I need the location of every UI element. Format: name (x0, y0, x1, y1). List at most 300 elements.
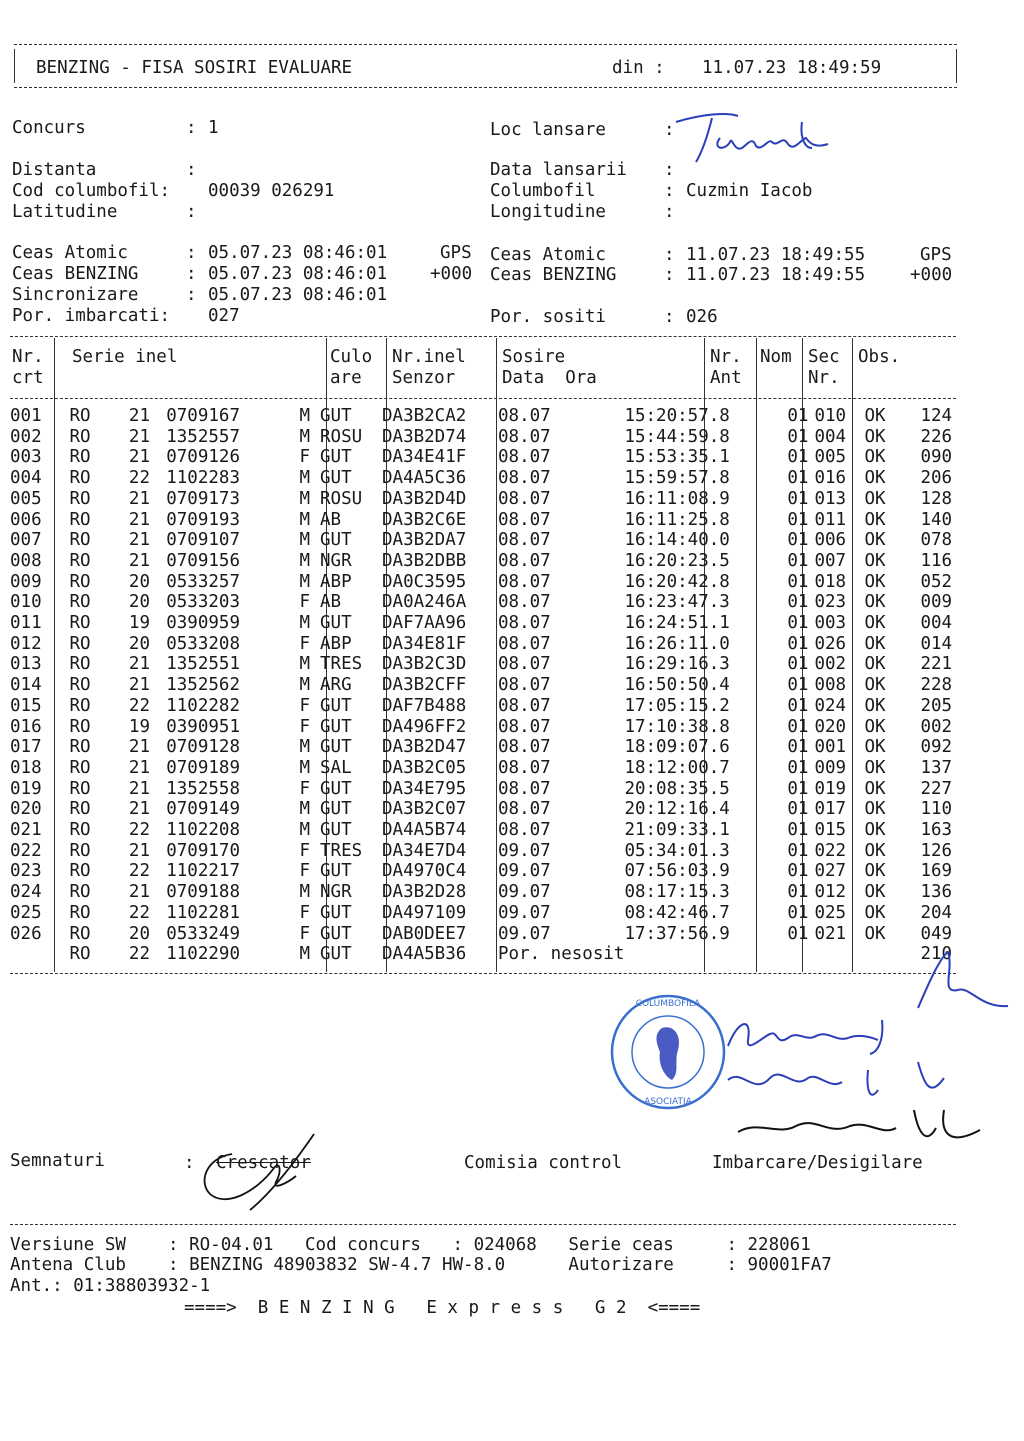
cell-ob: 110 (920, 799, 953, 820)
cell-ob: 206 (920, 468, 953, 489)
cell-n: 1352557 (166, 426, 240, 447)
cell-y: 21 (128, 426, 150, 447)
cell-o: 16:11:25.8 (624, 509, 730, 530)
cell-o: 20:12:16.4 (624, 799, 730, 820)
col-tag-header-2: Senzor (392, 368, 456, 388)
cell-o: 15:53:35.1 (624, 447, 730, 468)
col-nom-header: Nom (760, 347, 792, 367)
table-row (10, 427, 980, 448)
cell-sc: OK (864, 695, 886, 716)
cell-s: M (299, 530, 310, 551)
cell-ob: 014 (920, 633, 953, 654)
cell-o: 15:59:57.8 (624, 468, 730, 489)
cell-d: 08.07 (498, 757, 551, 778)
table-row (10, 841, 980, 862)
cell-n: 0533249 (166, 923, 240, 944)
info-data-lansarii-label: Data lansarii (490, 160, 627, 180)
table-row (10, 924, 980, 945)
table-top-rule (10, 336, 956, 337)
cell-s: F (299, 716, 310, 737)
cell-cu: SAL (320, 757, 352, 778)
cell-d: 08.07 (498, 737, 551, 758)
cell-nr: 012 (10, 633, 42, 654)
cell-a: 01 (787, 778, 809, 799)
cell-nm: 002 (814, 654, 847, 675)
cell-d: 08.07 (498, 550, 551, 571)
cell-ob: 136 (920, 882, 953, 903)
clock-left-1-suffix: +000 (430, 264, 473, 284)
table-row (10, 820, 980, 841)
cell-s: M (299, 944, 310, 965)
cell-ob: 169 (920, 861, 953, 882)
cell-d: Por. nesosit (498, 944, 625, 965)
cell-y: 21 (128, 675, 150, 696)
table-row (10, 468, 980, 489)
cell-s: M (299, 675, 310, 696)
cell-d: 08.07 (498, 509, 551, 530)
clock-left-2-value: 05.07.23 08:46:01 (208, 285, 388, 305)
cell-cu: ABP (320, 571, 352, 592)
cell-d: 09.07 (498, 840, 551, 861)
clock-left-3-value: 027 (208, 306, 240, 326)
clock-left-2-label: Sincronizare (12, 285, 139, 305)
cell-c: RO (69, 509, 91, 530)
cell-cu: GUT (320, 861, 352, 882)
cell-nr: 011 (10, 613, 42, 634)
cell-t: DA4A5B36 (382, 944, 467, 965)
cell-nm: 012 (814, 882, 847, 903)
semnaturi-sep: : (184, 1153, 195, 1173)
cell-sc: OK (864, 902, 886, 923)
cell-d: 09.07 (498, 902, 551, 923)
cell-nr: 010 (10, 592, 42, 613)
cell-s: M (299, 757, 310, 778)
cell-nm: 004 (814, 426, 847, 447)
cell-n: 0533203 (166, 592, 240, 613)
cell-nm: 020 (814, 716, 847, 737)
cell-t: DA3B2D74 (382, 426, 467, 447)
cell-t: DA4A5C36 (382, 468, 467, 489)
cell-c: RO (69, 882, 91, 903)
cell-nr: 013 (10, 654, 42, 675)
cell-nr: 022 (10, 840, 42, 861)
cell-ob: 052 (920, 571, 953, 592)
cell-nr: 016 (10, 716, 42, 737)
info-latitudine-label: Latitudine (12, 202, 118, 222)
col-serie-header: Serie inel (72, 347, 178, 367)
col-ant-header-1: Nr. (710, 347, 742, 367)
table-header-rule (10, 398, 956, 399)
cell-cu: GUT (320, 530, 352, 551)
semnaturi-label: Semnaturi (10, 1151, 105, 1171)
clock-right-3-sep: : (664, 307, 675, 327)
cell-a: 01 (787, 426, 809, 447)
cell-d: 08.07 (498, 571, 551, 592)
cell-c: RO (69, 530, 91, 551)
cell-cu: ROSU (320, 426, 363, 447)
cell-s: M (299, 571, 310, 592)
cell-c: RO (69, 468, 91, 489)
svg-text:ASOCIATIA: ASOCIATIA (644, 1097, 692, 1107)
cell-sc: OK (864, 613, 886, 634)
clock-right-0-sep: : (664, 245, 675, 265)
clock-left-0-value: 05.07.23 08:46:01 (208, 243, 388, 263)
table-row (10, 654, 980, 675)
cell-n: 0709173 (166, 488, 240, 509)
cell-y: 21 (128, 550, 150, 571)
cell-o: 16:11:08.9 (624, 488, 730, 509)
cell-t: DA3B2C07 (382, 799, 467, 820)
cell-o: 16:29:16.3 (624, 654, 730, 675)
cell-n: 1352558 (166, 778, 240, 799)
cell-ob: 210 (920, 944, 953, 965)
info-columbofil-sep: : (664, 181, 675, 201)
col-obs-header: Obs. (858, 347, 901, 367)
cell-nr: 009 (10, 571, 42, 592)
cell-a: 01 (787, 820, 809, 841)
cell-s: F (299, 447, 310, 468)
cell-d: 09.07 (498, 882, 551, 903)
cell-sc: OK (864, 882, 886, 903)
cell-n: 0533208 (166, 633, 240, 654)
cell-sc: OK (864, 716, 886, 737)
cell-s: F (299, 902, 310, 923)
table-row (10, 779, 980, 800)
cell-c: RO (69, 613, 91, 634)
cell-d: 09.07 (498, 923, 551, 944)
cell-s: F (299, 778, 310, 799)
col-nr-header-2: crt (12, 368, 44, 388)
cell-c: RO (69, 799, 91, 820)
cell-d: 08.07 (498, 778, 551, 799)
table-row (10, 592, 980, 613)
col-tag-header-1: Nr.inel (392, 347, 466, 367)
footer-rule (10, 1224, 956, 1225)
cell-y: 21 (128, 654, 150, 675)
cell-o: 16:26:11.0 (624, 633, 730, 654)
table-row (10, 882, 980, 903)
cell-s: M (299, 488, 310, 509)
cell-nr: 020 (10, 799, 42, 820)
cell-sc: OK (864, 447, 886, 468)
cell-y: 20 (128, 571, 150, 592)
cell-d: 08.07 (498, 716, 551, 737)
clock-right-0-value: 11.07.23 18:49:55 (686, 245, 866, 265)
cell-nr: 001 (10, 406, 42, 426)
cell-nm: 016 (814, 468, 847, 489)
info-data-lansarii-sep: : (664, 160, 675, 180)
cell-c: RO (69, 675, 91, 696)
info-cod-label: Cod columbofil: (12, 181, 171, 201)
cell-o: 16:20:23.5 (624, 550, 730, 571)
table-row (10, 717, 980, 738)
cell-sc: OK (864, 675, 886, 696)
cell-nm: 011 (814, 509, 847, 530)
info-concurs-label: Concurs (12, 118, 86, 138)
cell-y: 20 (128, 923, 150, 944)
print-timestamp: 11.07.23 18:49:59 (702, 58, 882, 78)
cell-n: 0709149 (166, 799, 240, 820)
info-concurs-sep: : (186, 118, 197, 138)
cell-d: 08.07 (498, 406, 551, 426)
cell-nm: 026 (814, 633, 847, 654)
cell-nm: 025 (814, 902, 847, 923)
cell-cu: GUT (320, 695, 352, 716)
cell-y: 20 (128, 592, 150, 613)
cell-ob: 002 (920, 716, 953, 737)
table-row (10, 799, 980, 820)
cell-t: DA0C3595 (382, 571, 467, 592)
svg-text:COLUMBOFILA: COLUMBOFILA (635, 999, 701, 1009)
cell-n: 0709167 (166, 406, 240, 426)
cell-cu: NGR (320, 882, 352, 903)
cell-nm: 024 (814, 695, 847, 716)
cell-o: 18:09:07.6 (624, 737, 730, 758)
cell-sc: OK (864, 592, 886, 613)
cell-n: 0709193 (166, 509, 240, 530)
cell-o: 17:10:38.8 (624, 716, 730, 737)
cell-t: DA34E81F (382, 633, 467, 654)
cell-t: DA0A246A (382, 592, 467, 613)
cell-s: F (299, 592, 310, 613)
cell-y: 21 (128, 882, 150, 903)
comisia-control-label: Comisia control (464, 1153, 623, 1173)
cell-nr: 017 (10, 737, 42, 758)
cell-o: 18:12:00.7 (624, 757, 730, 778)
table-row (10, 758, 980, 779)
cell-n: 0709107 (166, 530, 240, 551)
cell-a: 01 (787, 447, 809, 468)
commission-signatures (718, 950, 1018, 1160)
cell-t: DA497109 (382, 902, 467, 923)
cell-d: 08.07 (498, 488, 551, 509)
table-row (10, 696, 980, 717)
cell-c: RO (69, 757, 91, 778)
cell-a: 01 (787, 799, 809, 820)
cell-c: RO (69, 840, 91, 861)
cell-a: 01 (787, 923, 809, 944)
cell-nm: 015 (814, 820, 847, 841)
cell-c: RO (69, 902, 91, 923)
cell-o: 16:50:50.4 (624, 675, 730, 696)
col-culo-header-2: are (330, 368, 362, 388)
cell-c: RO (69, 447, 91, 468)
cell-ob: 049 (920, 923, 953, 944)
cell-c: RO (69, 820, 91, 841)
cell-t: DA496FF2 (382, 716, 467, 737)
cell-a: 01 (787, 571, 809, 592)
cell-cu: GUT (320, 447, 352, 468)
cell-nr: 014 (10, 675, 42, 696)
cell-c: RO (69, 778, 91, 799)
cell-d: 09.07 (498, 861, 551, 882)
cell-cu: GUT (320, 613, 352, 634)
cell-a: 01 (787, 902, 809, 923)
cell-n: 1102281 (166, 902, 240, 923)
clock-left-0-sep: : (186, 243, 197, 263)
cell-n: 1102283 (166, 468, 240, 489)
clock-left-0-label: Ceas Atomic (12, 243, 128, 263)
clock-right-1-suffix: +000 (910, 265, 953, 285)
clock-right-1-value: 11.07.23 18:49:55 (686, 265, 866, 285)
cell-a: 01 (787, 406, 809, 426)
cell-ob: 226 (920, 426, 953, 447)
clock-left-3-label: Por. imbarcati: (12, 306, 171, 326)
cell-d: 08.07 (498, 447, 551, 468)
cell-ob: 116 (920, 550, 953, 571)
clock-left-1-label: Ceas BENZING (12, 264, 139, 284)
cell-y: 22 (128, 695, 150, 716)
cell-cu: GUT (320, 737, 352, 758)
cell-nr: 002 (10, 426, 42, 447)
cell-t: DA4A5B74 (382, 820, 467, 841)
cell-nm: 023 (814, 592, 847, 613)
cell-y: 21 (128, 488, 150, 509)
cell-n: 0533257 (166, 571, 240, 592)
cell-t: DA3B2D47 (382, 737, 467, 758)
cell-n: 0709128 (166, 737, 240, 758)
cell-n: 1352562 (166, 675, 240, 696)
footer-line-1: Versiune SW : RO-04.01 Cod concurs : 024068 Serie ceas : 228061 (10, 1235, 811, 1255)
clock-left-2-sep: : (186, 285, 197, 305)
cell-d: 08.07 (498, 592, 551, 613)
col-culo-header-1: Culo (330, 347, 373, 367)
cell-c: RO (69, 406, 91, 426)
cell-y: 21 (128, 778, 150, 799)
cell-cu: GUT (320, 468, 352, 489)
cell-nr: 005 (10, 488, 42, 509)
cell-s: M (299, 468, 310, 489)
cell-a: 01 (787, 550, 809, 571)
cell-ob: 092 (920, 737, 953, 758)
info-latitudine-sep: : (186, 202, 197, 222)
cell-sc: OK (864, 737, 886, 758)
arrivals-table (10, 406, 980, 965)
cell-n: 0709188 (166, 882, 240, 903)
cell-nr: 003 (10, 447, 42, 468)
cell-nr: 026 (10, 923, 42, 944)
cell-sc: OK (864, 571, 886, 592)
cell-t: DA3B2D28 (382, 882, 467, 903)
cell-y: 22 (128, 468, 150, 489)
table-row (10, 447, 980, 468)
cell-a: 01 (787, 840, 809, 861)
cell-sc: OK (864, 757, 886, 778)
cell-y: 21 (128, 737, 150, 758)
cell-c: RO (69, 944, 91, 965)
cell-cu: TRES (320, 654, 363, 675)
cell-nr: 021 (10, 820, 42, 841)
info-longitudine-label: Longitudine (490, 202, 606, 222)
cell-sc: OK (864, 778, 886, 799)
cell-nm: 009 (814, 757, 847, 778)
cell-y: 19 (128, 613, 150, 634)
cell-s: M (299, 820, 310, 841)
info-columbofil-value: Cuzmin Iacob (686, 181, 813, 201)
cell-a: 01 (787, 509, 809, 530)
cell-nm: 027 (814, 861, 847, 882)
table-row (10, 903, 980, 924)
cell-nm: 003 (814, 613, 847, 634)
footer-banner: ====> B E N Z I N G E x p r e s s G 2 <==== (184, 1298, 701, 1318)
cell-n: 1102217 (166, 861, 240, 882)
cell-c: RO (69, 426, 91, 447)
cell-y: 22 (128, 820, 150, 841)
cell-y: 22 (128, 944, 150, 965)
cell-t: DA3B2D4D (382, 488, 467, 509)
cell-c: RO (69, 550, 91, 571)
cell-nr (10, 944, 50, 965)
cell-c: RO (69, 592, 91, 613)
cell-a: 01 (787, 861, 809, 882)
cell-n: 0390959 (166, 613, 240, 634)
cell-y: 20 (128, 633, 150, 654)
cell-nr: 004 (10, 468, 42, 489)
cell-ob: 004 (920, 613, 953, 634)
col-sosire-header-2: Data Ora (502, 368, 597, 388)
info-cod-value: 00039 026291 (208, 181, 335, 201)
cell-cu: GUT (320, 923, 352, 944)
cell-o: 15:20:57.8 (624, 406, 730, 426)
cell-cu: GUT (320, 406, 352, 426)
cell-s: M (299, 509, 310, 530)
cell-nm: 019 (814, 778, 847, 799)
cell-sc: OK (864, 654, 886, 675)
cell-t: DA4970C4 (382, 861, 467, 882)
info-concurs-value: 1 (208, 118, 219, 138)
cell-s: M (299, 406, 310, 426)
info-loc-label: Loc lansare (490, 120, 606, 140)
cell-t: DA3B2C6E (382, 509, 467, 530)
cell-n: 1102208 (166, 820, 240, 841)
cell-y: 22 (128, 902, 150, 923)
clock-left-1-sep: : (186, 264, 197, 284)
cell-o: 16:20:42.8 (624, 571, 730, 592)
footer-line-2: Antena Club : BENZING 48903832 SW-4.7 HW-8.0 Autorizare : 90001FA7 (10, 1255, 832, 1275)
cell-nm: 013 (814, 488, 847, 509)
cell-nm: 018 (814, 571, 847, 592)
table-row (10, 406, 980, 427)
cell-nr: 006 (10, 509, 42, 530)
cell-s: M (299, 550, 310, 571)
cell-o: 16:23:47.3 (624, 592, 730, 613)
cell-a: 01 (787, 737, 809, 758)
col-sec-header-2: Nr. (808, 368, 840, 388)
table-row (10, 510, 980, 531)
cell-ob: 124 (920, 406, 953, 426)
cell-nr: 015 (10, 695, 42, 716)
clock-left-0-suffix: GPS (440, 243, 472, 263)
cell-nm: 010 (814, 406, 847, 426)
cell-ob: 140 (920, 509, 953, 530)
cell-a: 01 (787, 633, 809, 654)
cell-s: M (299, 613, 310, 634)
cell-a: 01 (787, 757, 809, 778)
col-ant-header-2: Ant (710, 368, 742, 388)
cell-cu: GUT (320, 716, 352, 737)
cell-ob: 128 (920, 488, 953, 509)
cell-ob: 205 (920, 695, 953, 716)
cell-cu: ARG (320, 675, 352, 696)
cell-sc: OK (864, 820, 886, 841)
cell-o: 16:14:40.0 (624, 530, 730, 551)
cell-cu: NGR (320, 550, 352, 571)
table-row (10, 572, 980, 593)
cell-t: DA3B2DA7 (382, 530, 467, 551)
cell-y: 19 (128, 716, 150, 737)
cell-c: RO (69, 695, 91, 716)
cell-sc: OK (864, 550, 886, 571)
